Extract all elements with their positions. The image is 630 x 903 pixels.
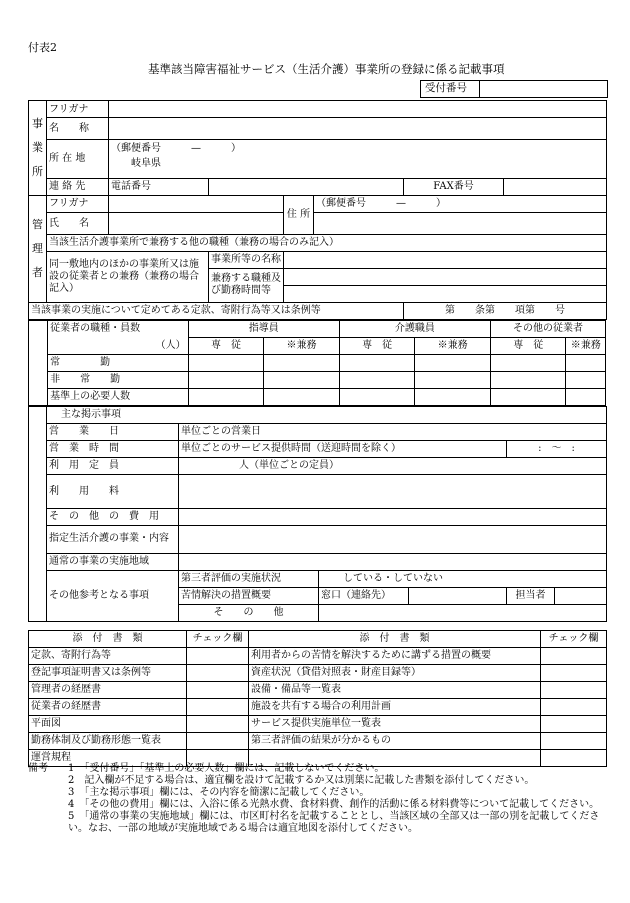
cell[interactable] [566,371,606,388]
office-section-label: 事業所 [29,101,47,196]
check-box[interactable] [541,732,607,749]
person-field[interactable] [555,587,607,604]
office-phone-label: 電話番号 [109,178,209,195]
manager-other-facility-label: 同一敷地内のほかの事業所又は施設の従業者との兼務（兼務の場合記入） [47,251,209,302]
check-box[interactable] [187,715,249,732]
regulation-label: 当該事業の実施について定めてある定款、寄附行為等又は条例等 [29,302,404,319]
check-box[interactable] [187,647,249,664]
receipt-number-box [420,80,608,98]
cell[interactable] [415,354,491,371]
attach-left-item: 従業者の経歴書 [29,698,187,715]
check-box[interactable] [187,732,249,749]
attachment-label: 付表2 [28,41,57,54]
attach-right-item: サービス提供実施単位一覧表 [249,715,541,732]
sub-fulltime-1: 専 従 [188,337,264,354]
office-phone-field[interactable] [209,178,404,195]
office-prefecture[interactable]: 岐阜県 [109,156,607,178]
sub-concurrent-1: ※兼務 [264,337,340,354]
manager-address-field[interactable] [314,212,607,234]
third-party-field[interactable]: している・していない [319,570,607,587]
staff-header: 従業者の職種・員数 [48,320,189,337]
office-contact-label: 連 絡 先 [47,178,109,195]
attach-right-item: 施設を共有する場合の利用計画 [249,698,541,715]
cell[interactable] [188,354,264,371]
cell[interactable] [566,354,606,371]
application-form [28,100,606,767]
sub-concurrent-3: ※兼務 [566,337,606,354]
attach-left-item: 平面図 [29,715,187,732]
manager-duty-time-label: 兼務する職種及び勤務時間等 [209,268,284,302]
manager-office-name-field[interactable] [284,251,607,268]
check-box[interactable] [541,664,607,681]
other-label: そ の 他 [179,604,319,621]
cell[interactable] [415,388,491,405]
attach-right-item: 第三者評価の結果が分かるもの [249,732,541,749]
cell[interactable] [415,371,491,388]
receipt-number-label: 受付番号 [425,82,467,94]
office-postal[interactable]: （郵便番号 — ） [109,140,607,157]
manager-name-field[interactable] [109,212,284,234]
col-caregiver: 介護職員 [339,320,490,337]
cell[interactable] [264,388,340,405]
attach-doc-header-left: 添 付 書 類 [29,630,187,647]
cell[interactable] [490,354,566,371]
note-item: 5 「通常の事業の実施地域」欄には、市区町村名を記載することとし、当該区域の全部又は一部の別を記載してください。なお、一部の地域が実施地域である場合は適宜地図を添付してください。 [68,811,600,834]
page-title: 基準該当障害福祉サービス（生活介護）事業所の登録に係る記載事項 [148,62,505,76]
note-item: 4 「その他の費用」欄には、入浴に係る光熱水費、食材料費、創作的活動に係る材料費等について記載してください。 [68,799,600,810]
check-box[interactable] [541,681,607,698]
attach-left-item: 定款、寄附行為等 [29,647,187,664]
window-label: 窓口（連絡先） [319,587,409,604]
cell[interactable] [339,371,415,388]
attach-right-item: 設備・備品等一覧表 [249,681,541,698]
person-label: 担当者 [507,587,555,604]
sub-fulltime-3: 専 従 [490,337,566,354]
cell[interactable] [339,354,415,371]
attach-right-item: 資産状況（貸借対照表・財産目録等） [249,664,541,681]
attach-left-item: 勤務体制及び勤務形態一覧表 [29,732,187,749]
office-furigana-field[interactable] [109,101,607,118]
manager-office-name-label: 事業所等の名称 [209,251,284,268]
row-parttime: 非 常 勤 [48,371,189,388]
capacity-field[interactable]: 人（単位ごとの定員） [179,457,607,474]
business-day-field[interactable]: 単位ごとの営業日 [179,423,607,440]
check-box[interactable] [187,698,249,715]
complaint-label: 苦情解決の措置概要 [179,587,319,604]
office-fax-label: FAX番号 [404,178,504,195]
check-box[interactable] [541,698,607,715]
check-box[interactable] [541,715,607,732]
row-required: 基準上の必要人数 [48,388,189,405]
office-address-label: 所 在 地 [47,140,109,179]
manager-postal[interactable]: （郵便番号 — ） [314,195,607,212]
col-other-staff: その他の従業者 [490,320,605,337]
window-field[interactable] [409,587,507,604]
sub-concurrent-2: ※兼務 [415,337,491,354]
third-party-label: 第三者評価の実施状況 [179,570,319,587]
sub-fulltime-2: 専 従 [339,337,415,354]
area-label: 通常の事業の実施地域 [47,553,179,570]
attach-left-item: 運営規程 [29,749,187,766]
cell[interactable] [188,388,264,405]
business-hours-field[interactable]: 単位ごとのサービス提供時間（送迎時間を除く） [179,440,507,457]
attach-right-item: 利用者からの苦情を解決するために講ずる措置の概要 [249,647,541,664]
attach-left-item: 登記事項証明書又は条例等 [29,664,187,681]
cell[interactable] [490,388,566,405]
main-items-table [28,406,607,622]
fee-field[interactable] [179,474,607,508]
manager-section-label: 管理者 [29,195,47,302]
office-manager-table [28,100,607,320]
notes [28,763,606,835]
area-field[interactable] [179,553,607,570]
office-fax-field[interactable] [504,178,607,195]
other-fee-label: そ の 他 の 費 用 [47,508,179,525]
cell[interactable] [264,371,340,388]
cell[interactable] [264,354,340,371]
note-item: 2 記入欄が不足する場合は、適宜欄を設けて記載するか又は別葉に記載した書類を添付してください。 [68,775,535,786]
manager-address-label: 住 所 [284,195,314,234]
attach-check-header-right: チェック欄 [541,630,607,647]
business-hours-time[interactable]: : 〜 : [507,440,607,457]
note-item: 3 「主な掲示事項」欄には、その内容を簡潔に記載してください。 [68,787,370,798]
fee-label: 利 用 料 [47,474,179,508]
cell[interactable] [339,388,415,405]
check-box[interactable] [541,647,607,664]
designated-field[interactable] [179,525,607,553]
check-box[interactable] [187,664,249,681]
designated-label: 指定生活介護の事業・内容 [47,525,179,553]
business-day-label: 営 業 日 [47,423,179,440]
capacity-label: 利 用 定 員 [47,457,179,474]
check-box[interactable] [187,681,249,698]
staff-table [28,320,606,406]
attach-check-header-left: チェック欄 [187,630,249,647]
manager-concurrent-label: 当該生活介護事業所で兼務する他の職種（兼務の場合のみ記入） [47,234,607,251]
col-instructor: 指導員 [188,320,339,337]
cell[interactable] [566,388,606,405]
manager-furigana-field[interactable] [109,195,284,212]
attach-left-item: 管理者の経歴書 [29,681,187,698]
note-item: 1 「受付番号」「基準上の必要人数」欄には、記載しないでください。 [68,763,385,774]
business-hours-label: 営 業 時 間 [47,440,179,457]
other-field[interactable] [319,604,607,621]
staff-unit: （人） [48,337,189,354]
attachments-table [28,630,607,767]
attach-doc-header-right: 添 付 書 類 [249,630,541,647]
row-fulltime: 常 勤 [48,354,189,371]
manager-furigana-label: フリガナ [47,195,109,212]
manager-duty-field-2[interactable] [284,285,607,302]
manager-name-label: 氏 名 [47,212,109,234]
main-items-header: 主な掲示事項 [47,406,607,423]
other-fee-field[interactable] [179,508,607,525]
notes-label: 備考 [28,763,48,774]
cell[interactable] [188,371,264,388]
manager-duty-field-1[interactable] [284,268,607,285]
reference-label: その他参考となる事項 [47,570,179,621]
cell[interactable] [490,371,566,388]
office-name-label: 名 称 [47,118,109,140]
office-name-field[interactable] [109,118,607,140]
regulation-article[interactable]: 第 条第 項第 号 [404,302,607,319]
office-furigana-label: フリガナ [47,101,109,118]
